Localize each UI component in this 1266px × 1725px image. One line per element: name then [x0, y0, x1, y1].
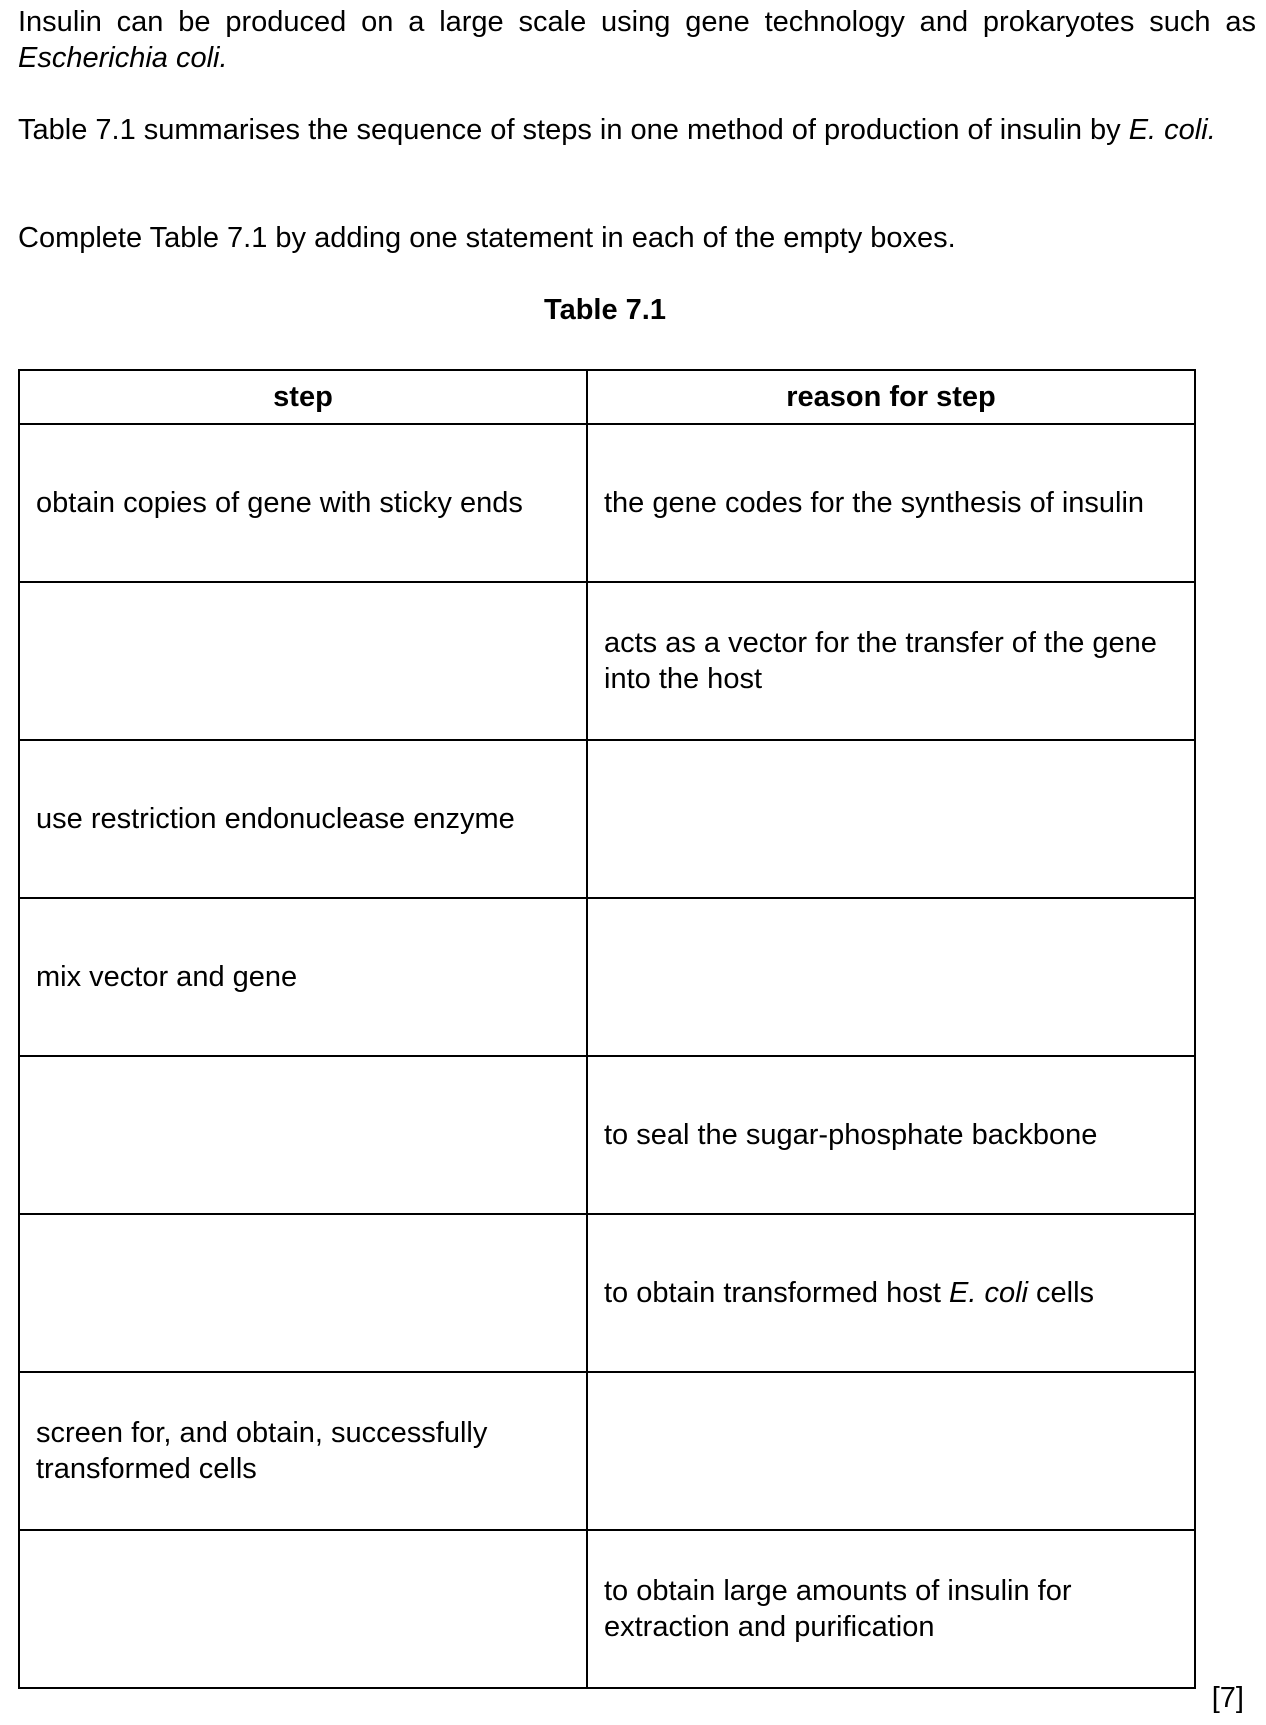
reason-cell-empty — [587, 898, 1195, 1056]
step-cell-empty — [19, 1056, 587, 1214]
reason-cell: the gene codes for the synthesis of insulin — [587, 424, 1195, 582]
table-row — [19, 1056, 1195, 1214]
step-cell: obtain copies of gene with sticky ends — [19, 424, 587, 582]
table-row — [19, 740, 1195, 898]
intro-paragraph-1-text: Insulin can be produced on a large scale using gene technology and prokaryotes such as — [18, 6, 1256, 38]
reason-text-after: cells — [1036, 1277, 1095, 1309]
reason-cell-empty — [587, 1372, 1195, 1530]
steps-table — [18, 369, 1196, 1689]
step-cell: mix vector and gene — [19, 898, 587, 1056]
instruction: Complete Table 7.1 by adding one statement in each of the empty boxes. — [18, 222, 956, 254]
intro-paragraph-2 — [18, 112, 1256, 148]
step-cell-empty — [19, 582, 587, 740]
intro-paragraph-1 — [18, 4, 1256, 76]
reason-cell-empty — [587, 740, 1195, 898]
intro-paragraph-2-text: Table 7.1 summarises the sequence of steps in one method of production of insulin by — [18, 114, 1121, 146]
reason-cell — [587, 1214, 1195, 1372]
header-reason: reason for step — [587, 370, 1195, 424]
reason-cell: to seal the sugar-phosphate backbone — [587, 1056, 1195, 1214]
species-name: Escherichia coli. — [18, 42, 228, 74]
step-cell: use restriction endonuclease enzyme — [19, 740, 587, 898]
table-row — [19, 898, 1195, 1056]
table-row — [19, 424, 1195, 582]
reason-species: E. coli — [948, 1277, 1028, 1309]
step-cell-empty — [19, 1530, 587, 1688]
header-step: step — [19, 370, 587, 424]
step-cell: screen for, and obtain, successfully transformed cells — [19, 1372, 587, 1530]
table-row — [19, 1530, 1195, 1688]
table-header-row — [19, 370, 1195, 424]
species-abbrev: E. coli. — [1128, 114, 1216, 146]
table-row — [19, 1372, 1195, 1530]
reason-text-before: to obtain transformed host — [604, 1277, 941, 1309]
marks-allocation: [7] — [1211, 1682, 1244, 1714]
table-row — [19, 1214, 1195, 1372]
step-cell-empty — [19, 1214, 587, 1372]
reason-cell: to obtain large amounts of insulin for extraction and purification — [587, 1530, 1195, 1688]
table-caption: Table 7.1 — [544, 294, 666, 326]
reason-cell: acts as a vector for the transfer of the gene into the host — [587, 582, 1195, 740]
table-row — [19, 582, 1195, 740]
